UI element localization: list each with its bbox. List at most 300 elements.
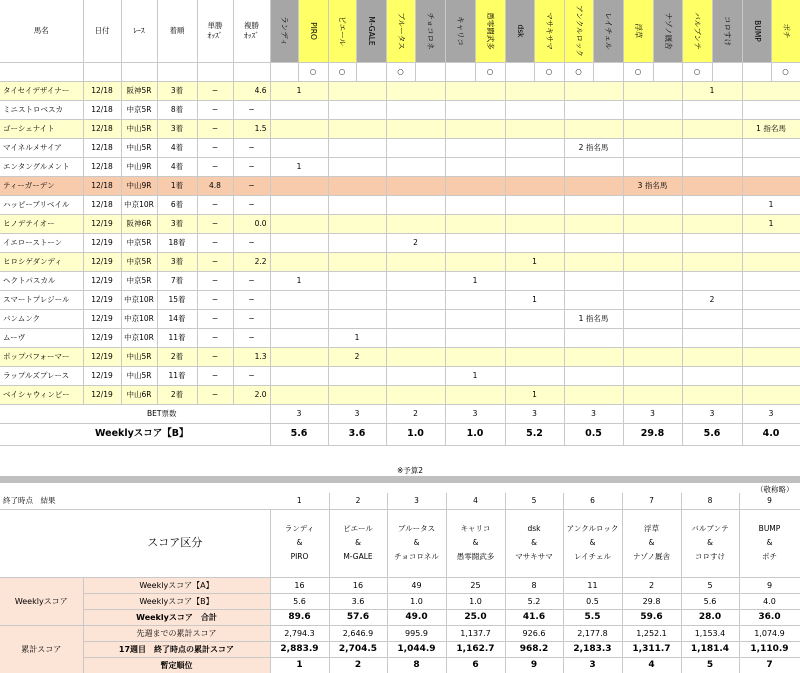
weekly-b-value: 4.0 (742, 423, 800, 445)
race-date: 12/19 (83, 347, 121, 366)
bet-cell (505, 271, 564, 290)
place-odds: − (233, 176, 270, 195)
team-member: マサキサマ (515, 552, 553, 561)
ampersand: & (648, 538, 655, 547)
col-finish-header: 着順 (157, 0, 197, 62)
score-row (0, 609, 800, 625)
score-value: 2,704.5 (329, 641, 387, 657)
table-row (0, 176, 800, 195)
bet-cell (270, 176, 328, 195)
bet-cell: 1 (505, 385, 564, 404)
score-label: 暫定順位 (83, 657, 270, 673)
score-kubun-label: スコア区分 (0, 509, 270, 577)
win-odds: − (197, 81, 233, 100)
member-name: レイチェル (603, 12, 613, 50)
col-race-header: ﾚｰｽ (121, 0, 157, 62)
member-mark: ○ (771, 62, 800, 81)
bet-count: 3 (270, 404, 328, 423)
score-value: 11 (563, 577, 622, 593)
win-odds: − (197, 157, 233, 176)
horse-name: ヒロシゲダンディ (0, 252, 83, 271)
team-number: 7 (622, 493, 681, 509)
team-member: アンクルロック (566, 524, 619, 533)
bet-cell (386, 366, 445, 385)
score-value: 0.5 (563, 593, 622, 609)
score-value: 2 (329, 657, 387, 673)
team-names (563, 509, 622, 577)
win-odds: − (197, 271, 233, 290)
bet-cell: 1 (505, 290, 564, 309)
col-horse-header: 馬名 (0, 0, 83, 62)
bet-cell (623, 290, 682, 309)
place-odds: − (233, 233, 270, 252)
bet-cell (682, 119, 742, 138)
horse-name: ポップパフォーマー (0, 347, 83, 366)
horse-name: ラップルズプレース (0, 366, 83, 385)
race-date: 12/18 (83, 100, 121, 119)
bet-cell (564, 271, 623, 290)
team-member: ポチ (762, 552, 777, 561)
score-table (0, 493, 800, 673)
team-member: バルブンテ (691, 524, 729, 533)
bet-cell (328, 195, 386, 214)
horse-name: ミニストロベスカ (0, 100, 83, 119)
race-name: 中山5R (121, 366, 157, 385)
place-odds: 4.6 (233, 81, 270, 100)
bet-cell (328, 214, 386, 233)
bet-cell (742, 252, 800, 271)
bet-cell (623, 119, 682, 138)
score-label: Weeklyスコア【A】 (83, 577, 270, 593)
bet-count: 3 (328, 404, 386, 423)
race-name: 阪神6R (121, 214, 157, 233)
horse-name: ティーガーデン (0, 176, 83, 195)
member-mark: ○ (534, 62, 564, 81)
bet-cell (328, 119, 386, 138)
bet-cell (742, 290, 800, 309)
finish-position: 15着 (157, 290, 197, 309)
finish-position: 6着 (157, 195, 197, 214)
team-member: レイチェル (574, 552, 611, 561)
weekly-b-value: 29.8 (623, 423, 682, 445)
race-name: 阪神5R (121, 81, 157, 100)
bet-cell (386, 309, 445, 328)
bet-cell (328, 271, 386, 290)
score-value: 1,044.9 (387, 641, 446, 657)
blank-cell (197, 62, 233, 81)
win-odds: − (197, 100, 233, 119)
table-row (0, 233, 800, 252)
member-header (623, 0, 653, 62)
finish-position: 11着 (157, 328, 197, 347)
score-value: 2 (622, 577, 681, 593)
member-name: アンクルロック (574, 4, 584, 57)
member-name: dsk (515, 24, 525, 38)
score-value: 5.5 (563, 609, 622, 625)
bet-cell (386, 119, 445, 138)
bet-cell (682, 100, 742, 119)
bet-cell (328, 138, 386, 157)
score-value: 25 (446, 577, 505, 593)
score-value: 1,311.7 (622, 641, 681, 657)
bet-cell (445, 176, 505, 195)
member-header (445, 0, 475, 62)
weekly-b-value: 5.2 (505, 423, 564, 445)
member-name: BUMP (752, 19, 762, 42)
finish-position: 4着 (157, 138, 197, 157)
team-member: ナゾノ厩舎 (632, 552, 671, 561)
member-header (415, 0, 445, 62)
win-odds: − (197, 138, 233, 157)
member-header (564, 0, 593, 62)
horse-name: ベイシャウィンビー (0, 385, 83, 404)
bet-cell (505, 309, 564, 328)
bet-cell: 1 (270, 271, 328, 290)
table-row (0, 195, 800, 214)
weekly-b-value: 5.6 (682, 423, 742, 445)
bet-cell (682, 214, 742, 233)
table-row (0, 138, 800, 157)
ampersand: & (707, 538, 713, 547)
score-value: 49.0 (387, 609, 446, 625)
score-value: 57.6 (329, 609, 387, 625)
bet-cell (505, 214, 564, 233)
bet-cell (564, 157, 623, 176)
bet-cell (270, 347, 328, 366)
team-names (329, 509, 387, 577)
bet-cell: 1 (505, 252, 564, 271)
win-odds: − (197, 252, 233, 271)
horse-name: ハッピーブリベイル (0, 195, 83, 214)
place-odds: − (233, 309, 270, 328)
bet-cell: 1 (682, 81, 742, 100)
member-header (298, 0, 328, 62)
bet-cell (328, 309, 386, 328)
score-value: 36.0 (739, 609, 800, 625)
score-value: 2,177.8 (563, 625, 622, 641)
blank-cell (233, 62, 270, 81)
member-header (653, 0, 682, 62)
member-name: ナゾノ厩舎 (663, 12, 673, 50)
bet-cell (623, 385, 682, 404)
bet-cell (742, 176, 800, 195)
bet-cell (270, 366, 328, 385)
bet-cell (386, 100, 445, 119)
horse-name: スマートプレジール (0, 290, 83, 309)
score-value: 4 (622, 657, 681, 673)
bet-cell (445, 195, 505, 214)
race-name: 中京5R (121, 233, 157, 252)
race-date: 12/19 (83, 328, 121, 347)
bet-cell (564, 233, 623, 252)
score-value: 89.6 (270, 609, 329, 625)
race-date: 12/18 (83, 157, 121, 176)
team-member: ランディ (284, 524, 315, 533)
bet-cell (445, 157, 505, 176)
team-number: 2 (329, 493, 387, 509)
bet-cell (270, 328, 328, 347)
horse-name: イエローストーン (0, 233, 83, 252)
member-header (593, 0, 623, 62)
bet-cell (623, 214, 682, 233)
bet-cell (623, 328, 682, 347)
race-name: 中京10R (121, 290, 157, 309)
member-header (505, 0, 534, 62)
bet-count: 3 (445, 404, 505, 423)
bet-cell (505, 157, 564, 176)
score-value: 5 (681, 657, 739, 673)
place-odds: − (233, 138, 270, 157)
blank-cell (83, 62, 121, 81)
score-value: 1.0 (446, 593, 505, 609)
bet-cell (682, 366, 742, 385)
finish-position: 7着 (157, 271, 197, 290)
finish-position: 3着 (157, 81, 197, 100)
win-odds: − (197, 347, 233, 366)
team-names (270, 509, 329, 577)
bet-cell (445, 81, 505, 100)
score-value: 5.2 (505, 593, 563, 609)
bet-count: 2 (386, 404, 445, 423)
bet-cell (445, 214, 505, 233)
race-name: 中京5R (121, 252, 157, 271)
bet-cell (505, 328, 564, 347)
bet-count: 3 (505, 404, 564, 423)
bet-cell (564, 252, 623, 271)
bet-cell (682, 385, 742, 404)
score-row (0, 657, 800, 673)
place-odds: 1.5 (233, 119, 270, 138)
table-row (0, 119, 800, 138)
bet-cell (564, 385, 623, 404)
member-mark (445, 62, 475, 81)
member-header (682, 0, 712, 62)
blank-cell (0, 62, 83, 81)
team-names (446, 509, 505, 577)
bet-cell (328, 157, 386, 176)
score-value: 28.0 (681, 609, 739, 625)
team-number: 5 (505, 493, 563, 509)
bet-cell (386, 347, 445, 366)
score-label: Weeklyスコア 合計 (83, 609, 270, 625)
bet-cell (742, 366, 800, 385)
member-mark (593, 62, 623, 81)
score-value: 995.9 (387, 625, 446, 641)
race-date: 12/19 (83, 309, 121, 328)
ampersand: & (472, 538, 479, 547)
bet-cell (505, 81, 564, 100)
bet-cell (742, 309, 800, 328)
race-date: 12/19 (83, 271, 121, 290)
bet-cell (386, 271, 445, 290)
horse-name: バンムンク (0, 309, 83, 328)
bet-cell (328, 385, 386, 404)
race-name: 中京5R (121, 271, 157, 290)
bet-cell (682, 195, 742, 214)
bet-cell (270, 385, 328, 404)
member-mark: ○ (564, 62, 593, 81)
score-label: 先週までの累計スコア (83, 625, 270, 641)
score-value: 1.0 (387, 593, 446, 609)
ampersand: & (766, 538, 773, 547)
end-label: 終了時点 結果 (0, 493, 270, 509)
bet-cell (386, 81, 445, 100)
score-value: 1 (270, 657, 329, 673)
team-number: 1 (270, 493, 329, 509)
member-name: マサキサマ (544, 12, 554, 50)
bet-cell (623, 366, 682, 385)
win-odds: − (197, 214, 233, 233)
score-value: 6 (446, 657, 505, 673)
team-member: dsk (527, 524, 541, 533)
bet-cell (742, 100, 800, 119)
table-row (0, 214, 800, 233)
blank-cell (121, 62, 157, 81)
score-value: 16 (329, 577, 387, 593)
place-odds: − (233, 328, 270, 347)
score-value: 1,074.9 (739, 625, 800, 641)
bet-cell (445, 233, 505, 252)
table-row (0, 309, 800, 328)
weekly-b-label: Weeklyスコア【B】 (0, 423, 270, 445)
win-odds: − (197, 385, 233, 404)
team-member: キャリコ (460, 524, 491, 533)
member-mark: ○ (328, 62, 356, 81)
weekly-b-value: 1.0 (386, 423, 445, 445)
team-names (387, 509, 446, 577)
race-name: 中京5R (121, 100, 157, 119)
team-member: M-GALE (343, 552, 373, 561)
win-odds: − (197, 290, 233, 309)
race-date: 12/18 (83, 119, 121, 138)
score-value: 2,794.3 (270, 625, 329, 641)
score-value: 1,153.4 (681, 625, 739, 641)
finish-position: 11着 (157, 366, 197, 385)
race-name: 中山5R (121, 138, 157, 157)
race-date: 12/19 (83, 252, 121, 271)
score-value: 2,883.9 (270, 641, 329, 657)
bet-cell (270, 195, 328, 214)
table-row (0, 81, 800, 100)
member-name: PIRO (308, 21, 318, 40)
table-row (0, 385, 800, 404)
race-date: 12/19 (83, 214, 121, 233)
finish-position: 18着 (157, 233, 197, 252)
member-name: M-GALE (366, 16, 376, 46)
place-odds: − (233, 271, 270, 290)
finish-position: 2着 (157, 385, 197, 404)
bet-cell: 1 (445, 271, 505, 290)
member-mark: ○ (623, 62, 653, 81)
bet-cell (682, 157, 742, 176)
win-odds: − (197, 309, 233, 328)
score-value: 1,252.1 (622, 625, 681, 641)
bet-cell (682, 328, 742, 347)
place-odds: − (233, 290, 270, 309)
bet-cell (742, 271, 800, 290)
place-odds: 0.0 (233, 214, 270, 233)
race-date: 12/18 (83, 176, 121, 195)
bet-cell (386, 176, 445, 195)
team-number: 3 (387, 493, 446, 509)
member-mark (505, 62, 534, 81)
bet-cell (564, 195, 623, 214)
bet-cell (386, 195, 445, 214)
member-name: 愚零闘武多 (485, 12, 495, 50)
bet-cell (328, 233, 386, 252)
win-odds: − (197, 195, 233, 214)
win-odds: − (197, 119, 233, 138)
bet-cell (623, 309, 682, 328)
race-name: 中山5R (121, 119, 157, 138)
bet-cell: 1 指名馬 (564, 309, 623, 328)
bet-cell (564, 214, 623, 233)
blank-cell (157, 62, 197, 81)
member-mark (742, 62, 771, 81)
score-value: 926.6 (505, 625, 563, 641)
score-value: 9 (739, 577, 800, 593)
member-name: ブルータス (396, 12, 406, 50)
bet-cell (328, 100, 386, 119)
race-name: 中京10R (121, 195, 157, 214)
bet-cell (505, 195, 564, 214)
bet-cell (623, 252, 682, 271)
bet-cell (270, 214, 328, 233)
member-name: 浮草 (633, 23, 643, 39)
race-name: 中山9R (121, 157, 157, 176)
bet-cell (682, 176, 742, 195)
member-mark: ○ (682, 62, 712, 81)
member-header (534, 0, 564, 62)
member-name: ポチ (781, 23, 791, 39)
bet-cell (505, 176, 564, 195)
bet-cell (505, 119, 564, 138)
finish-position: 3着 (157, 252, 197, 271)
team-member: ブルータス (397, 524, 436, 533)
blank-cell (0, 404, 121, 423)
bet-cell (386, 157, 445, 176)
score-value: 5.6 (270, 593, 329, 609)
team-number: 4 (446, 493, 505, 509)
member-mark (270, 62, 298, 81)
bet-cell (386, 138, 445, 157)
bet-cell (270, 252, 328, 271)
member-name: チョコロネ (425, 12, 435, 50)
bet-cell (445, 100, 505, 119)
bet-cell (564, 347, 623, 366)
member-header (712, 0, 742, 62)
col-date-header: 日付 (83, 0, 121, 62)
team-member: PIRO (290, 552, 309, 561)
race-name: 中京10R (121, 328, 157, 347)
bet-cell (742, 157, 800, 176)
bet-cell (328, 176, 386, 195)
score-value: 1,162.7 (446, 641, 505, 657)
bet-cell (623, 233, 682, 252)
bet-cell: 3 指名馬 (623, 176, 682, 195)
team-member: BUMP (758, 524, 781, 533)
bet-cell (623, 271, 682, 290)
score-value: 4.0 (739, 593, 800, 609)
bet-cell (742, 385, 800, 404)
finish-position: 4着 (157, 157, 197, 176)
weekly-b-value: 0.5 (564, 423, 623, 445)
bet-cell (270, 233, 328, 252)
score-value: 25.0 (446, 609, 505, 625)
bet-count: 3 (623, 404, 682, 423)
score-value: 5 (681, 577, 739, 593)
bet-cell (328, 252, 386, 271)
